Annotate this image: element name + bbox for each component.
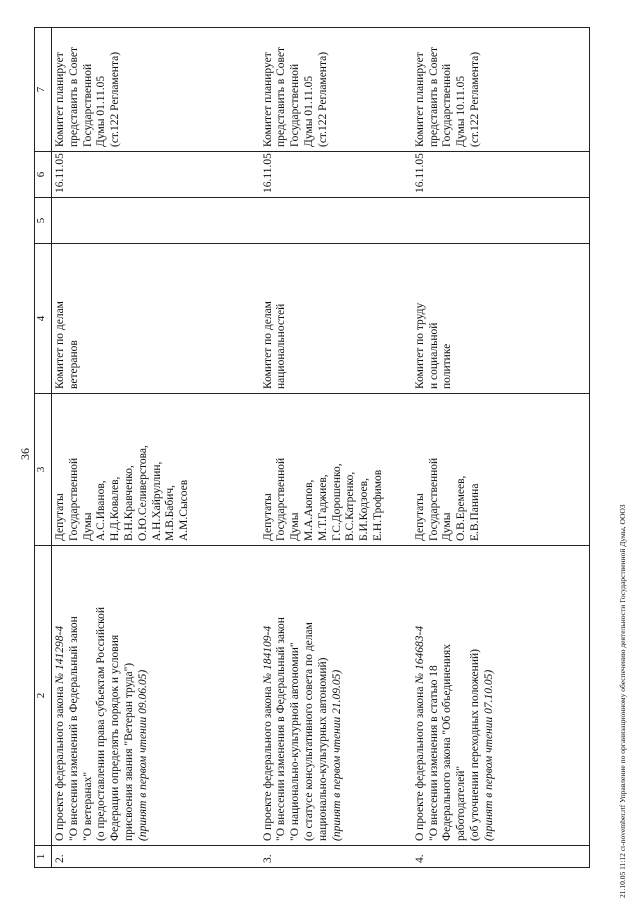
- authors-line: О.В.Еремеев,: [455, 475, 468, 541]
- authors-line: Б.И.Кодзоев,: [358, 478, 371, 541]
- bill_lines-line: (о предоставлении права субъектам Российской: [95, 607, 108, 841]
- authors-line: А.М.Сысоев: [178, 479, 191, 541]
- column-header: 5: [35, 198, 52, 244]
- cell-committee: [260, 244, 412, 394]
- authors-line: В.С.Катренко,: [344, 471, 357, 541]
- bill_lines-line: Федерации определять порядок и условия: [109, 634, 122, 841]
- authors-line: А.Н.Хайруллин,: [150, 461, 163, 541]
- bill_lines-line: О проекте федерального закона № 141298-4: [54, 625, 66, 841]
- committee-line: политике: [441, 343, 454, 389]
- note-line: Думы 01.11.05: [95, 75, 108, 147]
- column-header: 7: [35, 28, 52, 152]
- note-line: представить в Совет: [67, 46, 80, 147]
- committee-line: национальностей: [275, 303, 288, 389]
- header-row: [35, 28, 52, 868]
- note-line: Комитет планирует: [261, 52, 274, 147]
- note-line: Думы 10.11.05: [455, 75, 468, 147]
- authors-line: В.Н.Кравченко,: [122, 465, 135, 541]
- cell-date: 16.11.05: [52, 152, 260, 198]
- note-line: (ст.122 Регламента): [109, 51, 122, 147]
- bill_lines-line: работодателей": [455, 765, 468, 841]
- authors-line: А.С.Иванов,: [95, 480, 108, 541]
- authors-line: Г.С.Дорошенко,: [330, 463, 343, 541]
- committee-line: Комитет по делам: [261, 301, 274, 389]
- note-line: Государственной: [289, 63, 302, 147]
- cell-committee: [412, 244, 590, 394]
- authors-line: Депутаты: [54, 493, 66, 541]
- note-line: (ст.122 Регламента): [316, 51, 329, 147]
- bill_lines-line: (принят в первом чтении 09.06.05): [136, 669, 149, 841]
- cell-authors: [412, 394, 590, 546]
- note-line: представить в Совет: [275, 46, 288, 147]
- bill-number: № 141298-4: [54, 625, 66, 684]
- column-header: 2: [35, 546, 52, 846]
- table-row: [260, 28, 412, 868]
- bill_lines-line: "О ветеранах": [81, 771, 94, 841]
- cell-bill_lines: [52, 546, 260, 846]
- bill_lines-line: присвоения звания "Ветеран труда"): [122, 662, 135, 841]
- committee-line: Комитет по делам: [54, 301, 66, 389]
- authors-line: М.В.Бабич,: [164, 484, 177, 541]
- row-number: 3.: [260, 846, 412, 868]
- authors-line: Государственной: [275, 457, 288, 541]
- column-header: 3: [35, 394, 52, 546]
- note-line: представить в Совет: [427, 46, 440, 147]
- row-number: 4.: [412, 846, 590, 868]
- cell-authors: [260, 394, 412, 546]
- authors-line: Думы: [441, 512, 454, 541]
- cell-col5: [412, 198, 590, 244]
- authors-line: М.Т.Гаджиев,: [316, 474, 329, 541]
- cell-note: [260, 28, 412, 152]
- cell-bill_lines: [260, 546, 412, 846]
- authors-line: Н.Д.Ковалев,: [109, 476, 122, 541]
- bill_lines-line: "О национально-культурной автономии": [289, 642, 302, 841]
- bill_lines-line: национально-культурных автономий): [316, 657, 329, 841]
- note-line: Думы 01.11.05: [302, 75, 315, 147]
- cell-note: [52, 28, 260, 152]
- committee-line: ветеранов: [67, 340, 80, 389]
- bill_lines-line: (принят в первом чтении 21.09.05): [330, 669, 343, 841]
- committee-line: и социальной: [427, 322, 440, 389]
- note-line: (ст.122 Регламента): [469, 51, 482, 147]
- committee-line: Комитет по труду: [413, 302, 426, 389]
- authors-line: Е.В.Панина: [469, 483, 482, 541]
- bill-number: № 164683-4: [413, 625, 426, 684]
- bill-number: № 184109-4: [261, 625, 274, 684]
- cell-note: [412, 28, 590, 152]
- table-row: [52, 28, 260, 868]
- column-header: 1: [35, 846, 52, 868]
- cell-bill_lines: [412, 546, 590, 846]
- cell-col5: [260, 198, 412, 244]
- cell-committee: [52, 244, 260, 394]
- bill_lines-line: "О внесении изменения в статью 18: [427, 665, 440, 841]
- note-line: Государственной: [441, 63, 454, 147]
- authors-line: Государственной: [67, 457, 80, 541]
- bill_lines-line: (принят в первом чтении 07.10.05): [482, 669, 495, 841]
- column-header: 6: [35, 152, 52, 198]
- note-line: Комитет планирует: [54, 52, 66, 147]
- authors-line: Думы: [81, 512, 94, 541]
- authors-line: Государственной: [427, 457, 440, 541]
- column-header: 4: [35, 244, 52, 394]
- row-number: 2.: [52, 846, 260, 868]
- bill_lines-line: О проекте федерального закона № 184109-4: [261, 625, 274, 841]
- bill_lines-line: (о статусе консультативного совета по делам: [302, 622, 315, 841]
- bill_lines-line: Федерального закона "Об объединениях: [441, 644, 454, 841]
- cell-col5: [52, 198, 260, 244]
- bill_lines-line: "О внесении изменения в Федеральный закон: [275, 617, 288, 841]
- bill_lines-line: (об уточнении переходных положений): [469, 649, 482, 841]
- note-line: Комитет планирует: [413, 52, 426, 147]
- cell-date: 16.11.05: [260, 152, 412, 198]
- page-number: 36: [18, 448, 32, 460]
- cell-date: 16.11.05: [412, 152, 590, 198]
- bills-table: [34, 27, 590, 868]
- table-row: [412, 28, 590, 868]
- authors-line: Думы: [289, 512, 302, 541]
- footer-text: 21.10.05 11:12 ct-november.rtf Управление по организационному обеспечению деятельности Государственной Думы, ООО3: [618, 504, 627, 898]
- bill_lines-line: "О внесении изменений в Федеральный закон: [67, 616, 80, 841]
- cell-authors: [52, 394, 260, 546]
- note-line: Государственной: [81, 63, 94, 147]
- authors-line: М.А.Аюпов,: [302, 479, 315, 541]
- authors-line: Депутаты: [261, 493, 274, 541]
- authors-line: Депутаты: [413, 493, 426, 541]
- bill_lines-line: О проекте федерального закона № 164683-4: [413, 625, 426, 841]
- authors-line: Е.Н.Трофимов: [371, 469, 384, 541]
- authors-line: О.Ю.Селиверстова,: [136, 445, 149, 541]
